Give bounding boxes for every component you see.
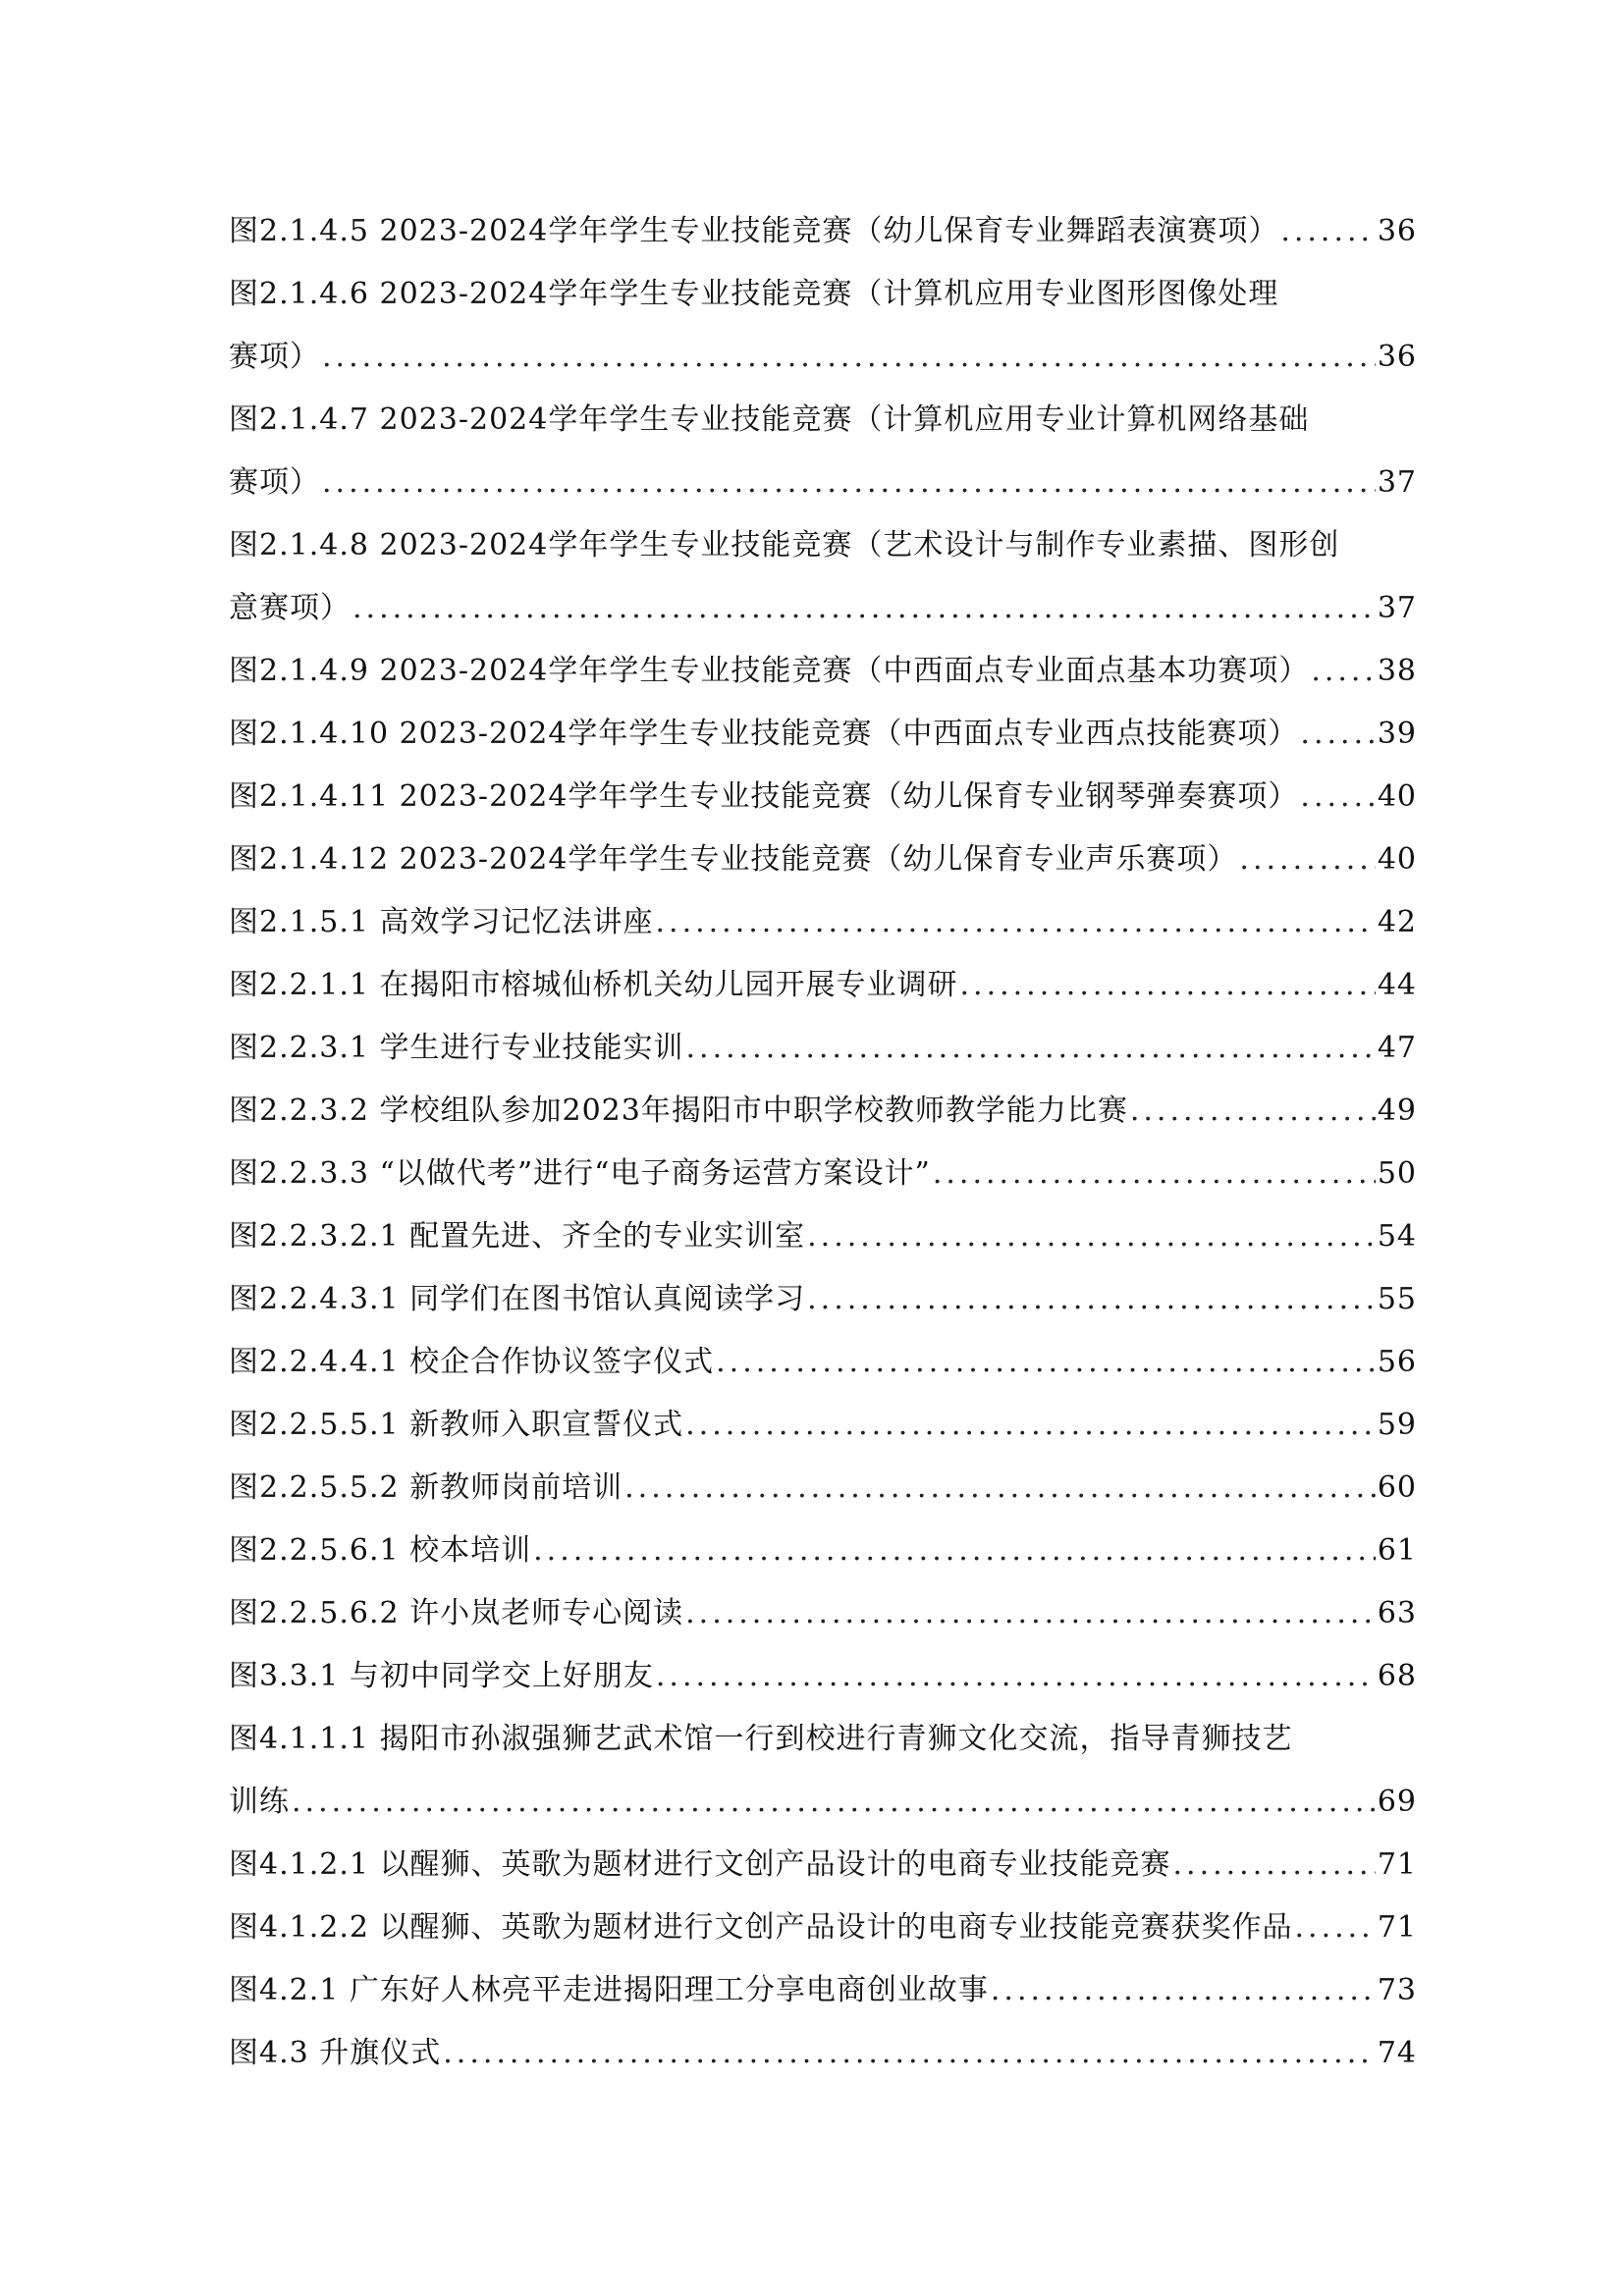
toc-entry-page: 44	[1377, 968, 1417, 1002]
dot-leader	[352, 577, 1376, 640]
toc-entry-title: 图2.2.5.6.1 校本培训	[229, 1533, 532, 1568]
toc-entry-page: 71	[1377, 1910, 1417, 1945]
dot-leader	[1239, 828, 1375, 891]
toc-entry[interactable]	[229, 891, 1417, 954]
toc-entry[interactable]	[229, 1268, 1417, 1331]
toc-entry-title: 图2.2.5.6.2 许小岚老师专心阅读	[229, 1596, 684, 1630]
toc-entry-title: 图3.3.1 与初中同学交上好朋友	[229, 1659, 654, 1693]
toc-entry-page: 42	[1377, 905, 1417, 939]
toc-entry-title-continuation: 赛项）	[229, 340, 320, 374]
toc-entry-page: 71	[1377, 1847, 1417, 1882]
toc-entry-page: 49	[1377, 1094, 1417, 1128]
toc-entry[interactable]	[229, 1645, 1417, 1708]
toc-entry[interactable]	[229, 703, 1417, 766]
dot-leader	[533, 1520, 1376, 1582]
toc-entry[interactable]	[229, 828, 1417, 891]
dot-leader	[991, 1959, 1376, 2022]
toc-entry-page: 54	[1377, 1219, 1417, 1254]
toc-entry-title: 图2.2.1.1 在揭阳市榕城仙桥机关幼儿园开展专业调研	[229, 968, 958, 1002]
toc-entry-page: 74	[1377, 2036, 1417, 2070]
toc-entry-page: 73	[1377, 1973, 1417, 2007]
dot-leader	[807, 1205, 1376, 1268]
toc-entry-page: 47	[1377, 1031, 1417, 1065]
toc-entry-title: 图2.1.4.9 2023-2024学年学生专业技能竞赛（中西面点专业面点基本功赛项）	[229, 654, 1310, 688]
toc-entry[interactable]	[229, 1331, 1417, 1394]
toc-entry-title-continuation: 意赛项）	[229, 591, 351, 625]
toc-entry-page: 50	[1377, 1156, 1417, 1191]
dot-leader	[1311, 640, 1375, 703]
dot-leader	[1130, 1080, 1376, 1143]
dot-leader	[960, 954, 1376, 1017]
dot-leader	[624, 1457, 1376, 1520]
toc-entry-title: 图2.1.4.5 2023-2024学年学生专业技能竞赛（幼儿保育专业舞蹈表演赛项）	[229, 214, 1279, 248]
dot-leader	[322, 326, 1376, 389]
toc-entry-title-continuation: 训练	[229, 1785, 290, 1819]
toc-entry[interactable]	[229, 1080, 1417, 1143]
dot-leader	[1280, 200, 1375, 263]
toc-entry-page: 55	[1377, 1282, 1417, 1316]
toc-entry-page: 40	[1377, 779, 1417, 814]
toc-entry-title: 图2.1.4.10 2023-2024学年学生专业技能竞赛（中西面点专业西点技能赛项）	[229, 717, 1299, 751]
toc-entry-title: 图2.2.3.3 “以做代考”进行“电子商务运营方案设计”	[229, 1156, 931, 1191]
toc-entry-title-first-line: 图2.1.4.6 2023-2024学年学生专业技能竞赛（计算机应用专业图形图像处理	[229, 277, 1279, 311]
toc-entry-title-continuation: 赛项）	[229, 465, 320, 500]
toc-entry-page: 63	[1377, 1596, 1417, 1630]
toc-entry[interactable]	[229, 2022, 1417, 2085]
dot-leader	[807, 1268, 1376, 1331]
toc-entry-title: 图2.1.5.1 高效学习记忆法讲座	[229, 905, 654, 939]
dot-leader	[716, 1331, 1376, 1394]
toc-entry-title: 图2.2.3.1 学生进行专业技能实训	[229, 1031, 684, 1065]
toc-entry-page: 39	[1377, 717, 1417, 751]
toc-entry-page: 69	[1377, 1785, 1417, 1819]
toc-entry[interactable]	[229, 766, 1417, 828]
toc-entry-title: 图4.2.1 广东好人林亮平走进揭阳理工分享电商创业故事	[229, 1973, 989, 2007]
dot-leader	[685, 1582, 1376, 1645]
toc-entry-title: 图2.2.3.2 学校组队参加2023年揭阳市中职学校教师教学能力比赛	[229, 1094, 1128, 1128]
toc-entry-page: 60	[1377, 1470, 1417, 1505]
toc-entry-title-first-line: 图2.1.4.7 2023-2024学年学生专业技能竞赛（计算机应用专业计算机网络基础	[229, 402, 1310, 437]
toc-entry-page: 40	[1377, 842, 1417, 877]
toc-entry-page: 36	[1377, 214, 1417, 248]
toc-entry[interactable]	[229, 389, 1417, 514]
figure-table-of-contents	[229, 200, 1417, 2085]
toc-entry-page: 59	[1377, 1408, 1417, 1442]
toc-entry-title: 图2.1.4.11 2023-2024学年学生专业技能竞赛（幼儿保育专业钢琴弹奏赛项）	[229, 779, 1299, 814]
toc-entry-title: 图4.3 升旗仪式	[229, 2036, 442, 2070]
toc-entry-page: 68	[1377, 1659, 1417, 1693]
toc-entry-title: 图2.2.5.5.1 新教师入职宣誓仪式	[229, 1408, 684, 1442]
dot-leader	[1295, 1896, 1376, 1959]
toc-entry[interactable]	[229, 1394, 1417, 1457]
toc-entry-title: 图2.2.4.4.1 校企合作协议签字仪式	[229, 1345, 715, 1379]
toc-entry-page: 36	[1377, 340, 1417, 374]
toc-entry[interactable]	[229, 1520, 1417, 1582]
toc-entry[interactable]	[229, 1708, 1417, 1834]
toc-entry[interactable]	[229, 1834, 1417, 1896]
toc-entry[interactable]	[229, 1143, 1417, 1205]
dot-leader	[656, 891, 1376, 954]
toc-entry[interactable]	[229, 263, 1417, 389]
toc-entry[interactable]	[229, 1959, 1417, 2022]
dot-leader	[686, 1017, 1376, 1080]
dot-leader	[1300, 766, 1375, 828]
toc-entry[interactable]	[229, 1582, 1417, 1645]
dot-leader	[1300, 703, 1375, 766]
dot-leader	[443, 2022, 1376, 2085]
toc-entry[interactable]	[229, 1205, 1417, 1268]
toc-entry[interactable]	[229, 954, 1417, 1017]
toc-entry[interactable]	[229, 640, 1417, 703]
toc-entry-page: 56	[1377, 1345, 1417, 1379]
toc-entry-title: 图2.2.5.5.2 新教师岗前培训	[229, 1470, 623, 1505]
toc-entry[interactable]	[229, 1457, 1417, 1520]
toc-entry-page: 37	[1377, 465, 1417, 500]
toc-entry-title: 图4.1.2.2 以醒狮、英歌为题材进行文创产品设计的电商专业技能竞赛获奖作品	[229, 1910, 1293, 1945]
dot-leader	[322, 452, 1376, 514]
toc-entry[interactable]	[229, 1017, 1417, 1080]
toc-entry[interactable]	[229, 200, 1417, 263]
toc-entry-title-first-line: 图2.1.4.8 2023-2024学年学生专业技能竞赛（艺术设计与制作专业素描、图形创	[229, 528, 1340, 562]
dot-leader	[685, 1394, 1376, 1457]
toc-entry-title: 图4.1.2.1 以醒狮、英歌为题材进行文创产品设计的电商专业技能竞赛	[229, 1847, 1171, 1882]
dot-leader	[933, 1143, 1376, 1205]
toc-entry-title: 图2.1.4.12 2023-2024学年学生专业技能竞赛（幼儿保育专业声乐赛项）	[229, 842, 1238, 877]
toc-entry[interactable]	[229, 1896, 1417, 1959]
dot-leader	[656, 1645, 1376, 1708]
dot-leader	[1173, 1834, 1376, 1896]
toc-entry-title-first-line: 图4.1.1.1 揭阳市孙淑强狮艺武术馆一行到校进行青狮文化交流，指导青狮技艺	[229, 1722, 1293, 1756]
toc-entry-page: 38	[1377, 654, 1417, 688]
toc-entry-page: 61	[1377, 1533, 1417, 1568]
toc-entry-page: 37	[1377, 591, 1417, 625]
dot-leader	[292, 1771, 1376, 1834]
toc-entry[interactable]	[229, 514, 1417, 640]
toc-entry-title: 图2.2.3.2.1 配置先进、齐全的专业实训室	[229, 1219, 806, 1254]
toc-entry-title: 图2.2.4.3.1 同学们在图书馆认真阅读学习	[229, 1282, 806, 1316]
